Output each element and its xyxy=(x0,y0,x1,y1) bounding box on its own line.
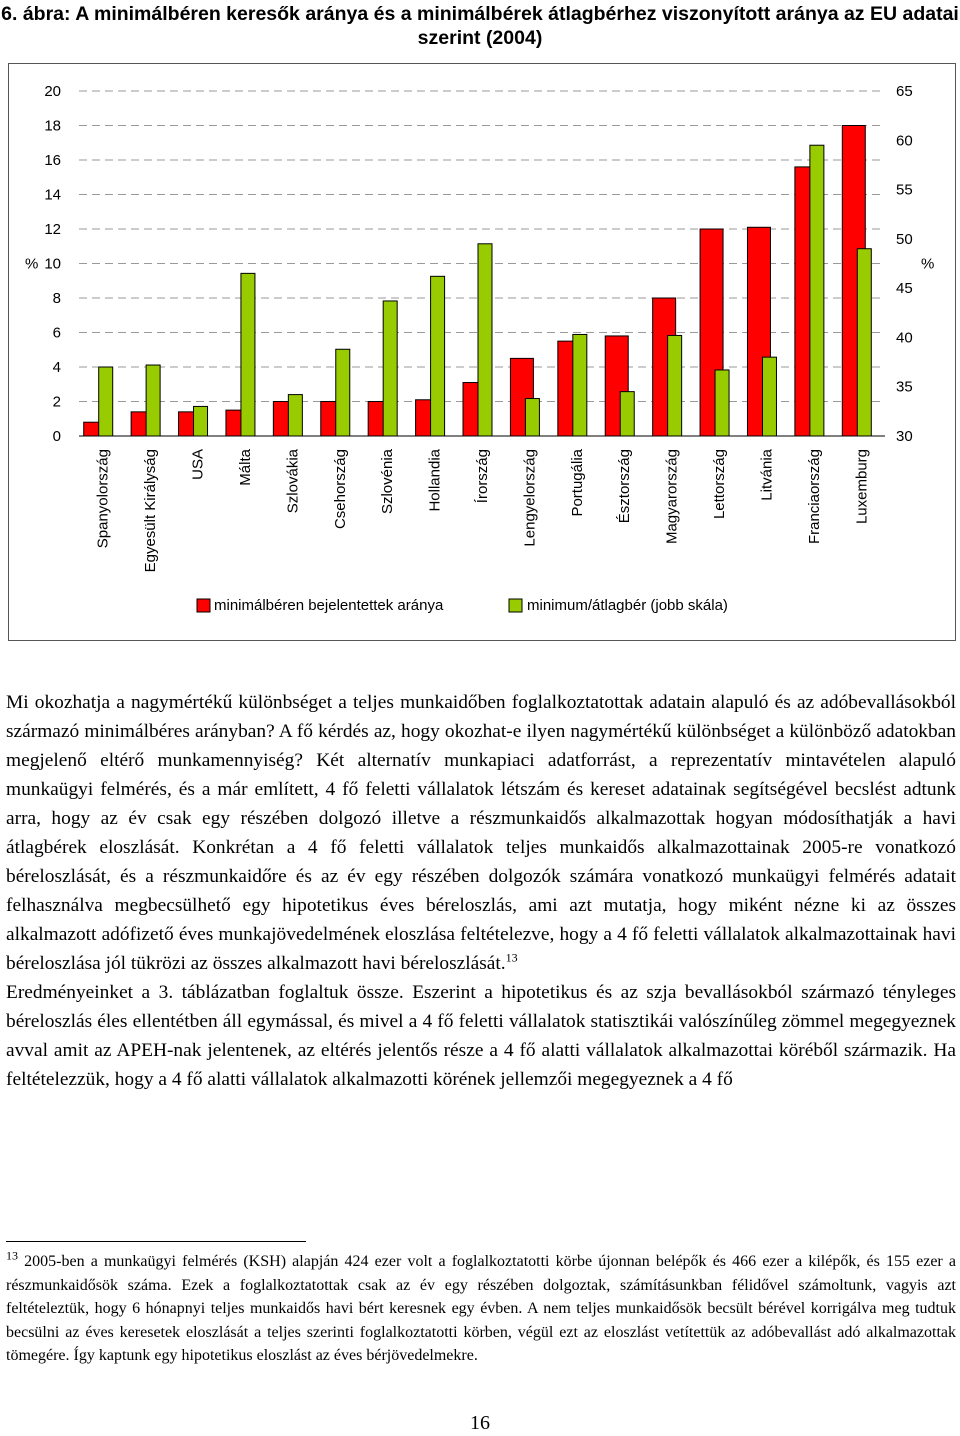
footnote-text: 2005-ben a munkaügyi felmérés (KSH) alapján 424 ezer volt a foglalkoztatotti körbe újonnan belépők és 466 ezer a kilépők, és 155 ezer a részmunkaidősök száma. Ezek a foglalkoztatottak csak az év egy részében dolgoztak, számításunkban félidővel számoltunk, vagyis azt feltételeztük, hogy 6 hónapnyi teljes munkaidős havi bért keresnek egy évben. A nem teljes munkaidősök becsült bérével korrigálva meg tudtuk becsülni az éves keresetek eloszlását a teljes szerinti foglalkoztatotti körben, végül ezt az eloszlást vetítettük az adóbevallást adó alkalmazottak tömegére. Így kaptunk egy hipotetikus eloszlást az éves bérjövedelmekre. xyxy=(6,1253,957,1364)
bar-green xyxy=(620,392,634,436)
category-label: Csehország xyxy=(331,449,349,530)
y-right-tick-label: 40 xyxy=(896,329,913,347)
category-label: Spanyolország xyxy=(94,449,112,549)
y-left-tick-label: 12 xyxy=(44,221,61,238)
bar-green xyxy=(146,365,160,436)
y-right-tick-label: 55 xyxy=(896,181,913,199)
bar-green xyxy=(241,273,255,436)
category-label: Franciaország xyxy=(805,449,823,545)
legend-swatch-red xyxy=(197,599,210,612)
y-left-tick-label: 14 xyxy=(44,186,61,204)
category-label: Szlovákia xyxy=(284,449,302,514)
y-left-tick-label: 0 xyxy=(52,428,61,445)
y-left-tick-label: 4 xyxy=(52,359,61,376)
category-label: Portugália xyxy=(568,449,586,517)
paragraph-2: Eredményeinket a 3. táblázatban foglaltuk össze. Eszerint a hipotetikus és az szja bevallásokból származó tényleges béreloszlás éles ellentétben áll egymással, és mivel a 4 fő feletti vállalatok statisztikái valószínűleg zömmel megegyeznek avval amit az APEH-nak jelentenek, az eltérés jelentős része a 4 fő alatti vállalatok alkalmazottai köréből származik. Ha feltételezzük, hogy a 4 fő alatti vállalatok alkalmazotti körének jellemzői megegyeznek a 4 fő xyxy=(6,982,956,1090)
bar-green xyxy=(99,367,113,436)
y-left-tick-label: 2 xyxy=(52,393,61,411)
body-text xyxy=(6,688,956,1094)
y-right-tick-label: 35 xyxy=(896,378,913,396)
category-label: Litvánia xyxy=(758,449,776,501)
bar-green xyxy=(668,335,682,436)
legend-label-red: minimálbéren bejelentettek aránya xyxy=(214,597,444,614)
y-left-tick-label: 16 xyxy=(44,152,61,169)
paragraph-1 xyxy=(6,688,956,978)
bar-green xyxy=(431,276,445,436)
category-label: Málta xyxy=(236,449,254,486)
y-right-tick-label: 50 xyxy=(896,230,913,248)
bar-green xyxy=(810,145,824,436)
page-number: 16 xyxy=(470,1412,490,1434)
y-left-tick-label: 6 xyxy=(52,324,61,342)
category-label: Magyarország xyxy=(663,449,681,545)
category-label: Szlovénia xyxy=(379,449,397,515)
bar-green xyxy=(573,334,587,436)
footnote-number: 13 xyxy=(6,1248,18,1263)
y-left-tick-label: 20 xyxy=(44,83,61,100)
category-label: Lettország xyxy=(711,449,729,520)
category-label: Egyesült Királyság xyxy=(142,449,160,573)
y-right-tick-label: 60 xyxy=(896,132,913,150)
footnote-divider xyxy=(6,1241,306,1242)
bar-green xyxy=(383,301,397,436)
bar-green xyxy=(478,244,492,436)
y-right-tick-label: 45 xyxy=(896,280,913,298)
bar-green xyxy=(715,370,729,436)
chart xyxy=(9,64,955,640)
y-right-axis-label: % xyxy=(921,255,935,273)
y-left-tick-label: 18 xyxy=(44,117,61,135)
category-label: Lengyelország xyxy=(521,449,539,547)
category-label: Észtország xyxy=(616,449,634,524)
bar-green xyxy=(762,357,776,436)
paragraph-1-text: Mi okozhatja a nagymértékű különbséget a teljes munkaidőben foglalkoztatottak adatain alapuló és az adóbevallásokból származó minimálbéres arányban? A fő kérdés az, hogy okozhat-e ilyen nagymértékű különbséget a különböző adatokban megjelenő eltérő munkamennyiség? Két alternatív munkapiaci adatforrást, a reprezentatív mintavételen alapuló munkaügyi felmérés, és a már említett, 4 fő feletti vállalatok létszám és kereset adatainak segítségével becslést adtunk arra, hogy az év csak egy részében dolgozó illetve a részmunkaidős alkalmazottak hogyan módosíthatják a havi átlagbérek eloszlását. Konkrétan a 4 fő feletti vállalatok teljes munkaidős alkalmazottainak 2005-re vonatkozó béreloszlását, és a részmunkaidőre és az év egy részében dolgozók számára vonatkozó munkaügyi felmérés adatait felhasználva megbecsülhető egy hipotetikus éves béreloszlás, ami azt mutatja, hogy miként nézne ki az összes alkalmazott adófizető éves munkajövedelmének eloszlása feltételezve, hogy a 4 fő feletti vállalatok alkalmazottainak havi béreloszlása jól tükrözi az összes alkalmazott havi béreloszlását. xyxy=(6,692,956,974)
bar-green xyxy=(194,406,208,436)
y-right-tick-label: 65 xyxy=(896,83,913,100)
footnote xyxy=(6,1250,956,1368)
y-right-tick-label: 30 xyxy=(896,428,913,445)
legend-label-green: minimum/átlagbér (jobb skála) xyxy=(527,597,728,614)
footnote-ref: 13 xyxy=(505,950,518,965)
bar-green xyxy=(336,349,350,436)
legend-swatch-green xyxy=(509,599,522,612)
bar-green xyxy=(857,249,871,436)
figure-title: 6. ábra: A minimálbéren keresők aránya és a minimálbérek átlagbérhez viszonyított aránya az EU adatai szerint (2004) xyxy=(1,3,959,49)
category-label: Írország xyxy=(474,449,491,504)
y-left-tick-label: 10 xyxy=(44,255,61,273)
y-left-tick-label: 8 xyxy=(52,290,61,307)
bar-green xyxy=(288,395,302,436)
category-label: Luxemburg xyxy=(853,449,871,525)
bar-green xyxy=(525,399,539,436)
category-label: Hollandia xyxy=(426,449,444,512)
y-left-axis-label: % xyxy=(25,255,39,273)
category-label: USA xyxy=(189,449,207,480)
chart-frame xyxy=(8,63,956,641)
